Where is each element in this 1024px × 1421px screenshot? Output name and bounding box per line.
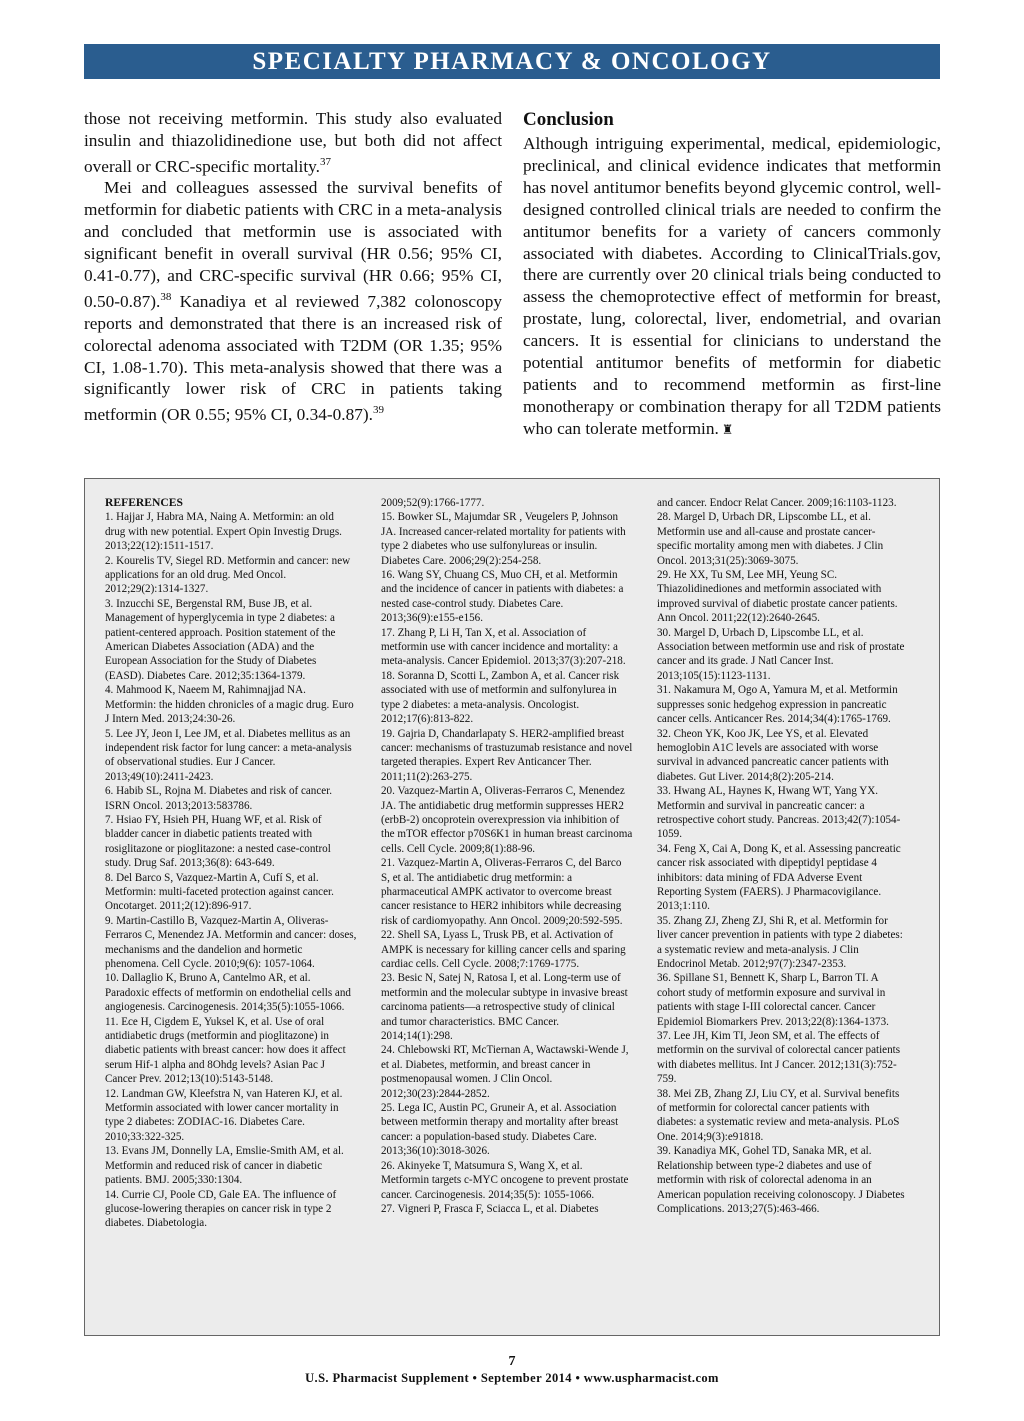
reference-entry: 31. Nakamura M, Ogo A, Yamura M, et al. Metformin suppresses sonic hedgehog expression in pancreatic cancer cells. Anticancer Res. 2014;34(4):1765-1769. [657,684,898,726]
reference-entry: 29. He XX, Tu SM, Lee MH, Yeung SC. Thiazolidinediones and metformin associated with improved survival of diabetic prostate cancer patients. Ann Oncol. 2011;22(12):2640-2645. [657,569,898,625]
reference-entry: 34. Feng X, Cai A, Dong K, et al. Assessing pancreatic cancer risk associated with dipeptidyl peptidase 4 inhibitors: data mining of FDA Adverse Event Reporting System (FAERS). J Pharmacovigilance. 2013;1:110. [657,842,901,913]
section-banner [84,44,940,79]
reference-entry: 20. Vazquez-Martin A, Oliveras-Ferraros C, Menendez JA. The antidiabetic drug metformin suppresses HER2 (erbB-2) oncoprotein overexpression via inhibition of the mTOR effector p70S6K1 in human breast carcinoma cells. Cell Cycle. 2009;8(1):88-96. [381,785,633,855]
citation-superscript: 37 [319,155,331,168]
reference-entry: and cancer. Endocr Relat Cancer. 2009;16:1103-1123. [657,497,897,509]
reference-entry: 10. Dallaglio K, Bruno A, Cantelmo AR, et al. Paradoxic effects of metformin on endothelial cells and angiogenesis. Carcinogenesis. 2014;35(5):1055-1066. [105,972,351,1014]
body-paragraph [84,108,502,177]
conclusion-heading: Conclusion [523,109,614,130]
conclusion-paragraph [523,133,941,441]
reference-entry: 2009;52(9):1766-1777. [381,497,485,509]
reference-entry: 27. Vigneri P, Frasca F, Sciacca L, et al. Diabetes [381,1202,599,1215]
reference-entry: 26. Akinyeke T, Matsumura S, Wang X, et al. Metformin targets c-MYC oncogene to prevent prostate cancer. Carcinogenesis. 2014;35(5): 1055-1066. [381,1159,629,1201]
reference-entry: 6. Habib SL, Rojna M. Diabetes and risk of cancer. ISRN Oncol. 2013;2013:583786. [105,785,333,812]
reference-entry: 17. Zhang P, Li H, Tan X, et al. Association of metformin use with cancer incidence and mortality: a meta-analysis. Cancer Epidemiol. 2013;37(3):207-218. [381,626,626,668]
reference-entry: 24. Chlebowski RT, McTiernan A, Wactawski-Wende J, et al. Diabetes, metformin, and breast cancer in postmenopausal women. J Clin Oncol. 2012;30(23):2844-2852. [381,1044,629,1100]
reference-entry: 35. Zhang ZJ, Zheng ZJ, Shi R, et al. Metformin for liver cancer prevention in patients with type 2 diabetes: a systematic review and meta-analysis. J Clin Endocrinol Metab. 2012;97(7):2347-2353. [657,914,903,970]
reference-entry: 5. Lee JY, Jeon I, Lee JM, et al. Diabetes mellitus as an independent risk factor for lung cancer: a meta-analysis of observational studies. Eur J Cancer. 2013;49(10):2411-2423. [105,727,352,783]
citation-superscript: 39 [372,404,384,417]
reference-entry: 30. Margel D, Urbach D, Lipscombe LL, et al. Association between metformin use and risk of prostate cancer and its grade. J Natl Cancer Inst. 2013;105(15):1123-1131. [657,626,905,682]
article-column-right [523,108,941,441]
references-column-2 [381,496,633,1216]
reference-entry: 13. Evans JM, Donnelly LA, Emslie-Smith AM, et al. Metformin and reduced risk of cancer in diabetic patients. BMJ. 2005;330:1304. [105,1145,344,1187]
reference-entry: 23. Besic N, Satej N, Ratosa I, et al. Long-term use of metformin and the molecular subtype in invasive breast carcinoma patients—a retrospective study of clinical and tumor characteristics. BMC Cancer. 2014;14(1):298. [381,972,628,1043]
reference-entry: 18. Soranna D, Scotti L, Zambon A, et al. Cancer risk associated with use of metformin and sulfonylurea in type 2 diabetes: a meta-analysis. Oncologist. 2012;17(6):813-822. [381,669,620,726]
reference-entry: 11. Ece H, Cigdem E, Yuksel K, et al. Use of oral antidiabetic drugs (metformin and pioglitazone) in diabetic patients with breast cancer: how does it affect serum Hif-1 alpha and 8Ohdg levels? Asian Pac J Cancer Prev. 2012;13(10):5143-5148. [105,1015,346,1086]
references-column-1 [105,496,357,1231]
reference-entry: 39. Kanadiya MK, Gohel TD, Sanaka MR, et al. Relationship between type-2 diabetes and use of metformin with risk of colorectal adenoma in an American population receiving colonoscopy. J Diabetes Complications. 2013;27(5):463-466. [657,1145,905,1215]
body-text: those not receiving metformin. This study also evaluated insulin and thiazolidinedione use, but both did not affect overall or CRC-specific mortality. [84,109,502,176]
reference-entry: 4. Mahmood K, Naeem M, Rahimnajjad NA. Metformin: the hidden chronicles of a magic drug. Euro J Intern Med. 2013;24:30-26. [105,684,354,726]
article-column-left [84,108,502,426]
body-text: Mei and colleagues assessed the survival benefits of metformin for diabetic patients with CRC in a meta-analysis and concluded that metformin use is associated with significant benefit in overall survival (HR 0.56; 95% CI, 0.41-0.77), and CRC-specific survival (HR 0.66; 95% CI, 0.50-0.87). [84,178,502,311]
section-title: SPECIALTY PHARMACY & ONCOLOGY [252,47,772,75]
reference-entry: 14. Currie CJ, Poole CD, Gale EA. The influence of glucose-lowering therapies on cancer risk in type 2 diabetes. Diabetologia. [105,1188,337,1230]
references-title: REFERENCES [105,496,183,509]
references-column-3 [657,496,909,1216]
reference-entry: 1. Hajjar J, Habra MA, Naing A. Metformin: an old drug with new potential. Expert Opin Investig Drugs. 2013;22(12):1511-1517. [105,511,342,553]
reference-entry: 25. Lega IC, Austin PC, Gruneir A, et al. Association between metformin therapy and mortality after breast cancer: a population-based study. Diabetes Care. 2013;36(10):3018-3026. [381,1102,619,1158]
body-text: Although intriguing experimental, medical, epidemiologic, preclinical, and clinical evidence indicates that metformin has novel antitumor benefits beyond glycemic control, well-designed controlled clinical trials are needed to confirm the antitumor benefits for a variety of cancers commonly associated with diabetes. According to ClinicalTrials.gov, there are currently over 20 clinical trials being conducted to assess the chemoprotective effect of metformin for breast, prostate, lung, colorectal, liver, endometrial, and ovarian cancers. It is essential for clinicians to understand the potential antitumor benefits of metformin for diabetic patients and to recommend metformin as first-line monotherapy or combination therapy for all T2DM patients who can tolerate metformin. [523,134,941,438]
citation-superscript: 38 [160,291,172,304]
reference-entry: 37. Lee JH, Kim TI, Jeon SM, et al. The effects of metformin on the survival of colorectal cancer patients with diabetes mellitus. Int J Cancer. 2012;131(3):752-759. [657,1030,901,1086]
reference-entry: 9. Martin-Castillo B, Vazquez-Martin A, Oliveras-Ferraros C, Menendez JA. Metformin and cancer: doses, mechanisms and the dandelion and hormetic phenomena. Cell Cycle. 2010;9(6): 1057-1064. [105,914,357,970]
reference-entry: 32. Cheon YK, Koo JK, Lee YS, et al. Elevated hemoglobin A1C levels are associated with worse survival in advanced pancreatic cancer patients with diabetes. Gut Liver. 2014;8(2):205-214. [657,727,889,783]
reference-entry: 12. Landman GW, Kleefstra N, van Hateren KJ, et al. Metformin associated with lower cancer mortality in type 2 diabetes: ZODIAC-16. Diabetes Care. 2010;33:322-325. [105,1087,343,1143]
end-mark-icon: ♜ [721,421,734,437]
references-box [84,478,940,1336]
page-footer: U.S. Pharmacist Supplement • September 2014 • www.uspharmacist.com [305,1371,719,1385]
reference-entry: 36. Spillane S1, Bennett K, Sharp L, Barron TI. A cohort study of metformin exposure and survival in patients with stage I-III colorectal cancer. Cancer Epidemiol Biomarkers Prev. 2013;22(8):1364-1373. [657,972,889,1028]
body-text: Kanadiya et al reviewed 7,382 colonoscopy reports and demonstrated that there is an increased risk of colorectal adenoma associated with T2DM (OR 1.35; 95% CI, 1.08-1.70). This meta-analysis showed that there was a significantly lower risk of CRC in patients taking metformin (OR 0.55; 95% CI, 0.34-0.87). [84,291,502,425]
body-paragraph [84,177,502,426]
reference-entry: 3. Inzucchi SE, Bergenstal RM, Buse JB, et al. Management of hyperglycemia in type 2 diabetes: a patient-centered approach. Position statement of the American Diabetes Association (ADA) and the European Association for the Study of Diabetes (EASD). Diabetes Care. 2012;35:1364-1379. [105,597,336,682]
reference-entry: 7. Hsiao FY, Hsieh PH, Huang WF, et al. Risk of bladder cancer in diabetic patients treated with rosiglitazone or pioglitazone: a nested case-control study. Drug Saf. 2013;36(8): 643-649. [105,813,331,870]
reference-entry: 15. Bowker SL, Majumdar SR , Veugelers P, Johnson JA. Increased cancer-related mortality for patients with type 2 diabetes who use sulfonylureas or insulin. Diabetes Care. 2006;29(2):254-258. [381,511,626,567]
reference-entry: 22. Shell SA, Lyass L, Trusk PB, et al. Activation of AMPK is necessary for killing cancer cells and sparing cardiac cells. Cell Cycle. 2008;7:1769-1775. [381,929,626,970]
reference-entry: 33. Hwang AL, Haynes K, Hwang WT, Yang YX. Metformin and survival in pancreatic cancer: a retrospective cohort study. Pancreas. 2013;42(7):1054-1059. [657,785,901,841]
reference-entry: 8. Del Barco S, Vazquez-Martin A, Cufí S, et al. Metformin: multi-faceted protection against cancer. Oncotarget. 2011;2(12):896-917. [105,871,334,913]
page-number: 7 [508,1354,516,1369]
reference-entry: 28. Margel D, Urbach DR, Lipscombe LL, et al. Metformin use and all-cause and prostate cancer-specific mortality among men with diabetes. J Clin Oncol. 2013;31(25):3069-3075. [657,511,884,567]
reference-entry: 21. Vazquez-Martin A, Oliveras-Ferraros C, del Barco S, et al. The antidiabetic drug metformin: a pharmaceutical AMPK activator to overcome breast cancer resistance to HER2 inhibitors while decreasing risk of cardiomyopathy. Ann Oncol. 2009;20:592-595. [381,857,623,927]
reference-entry: 19. Gajria D, Chandarlapaty S. HER2-amplified breast cancer: mechanisms of trastuzumab resistance and novel targeted therapies. Expert Rev Anticancer Ther. 2011;11(2):263-275. [381,727,633,783]
reference-entry: 16. Wang SY, Chuang CS, Muo CH, et al. Metformin and the incidence of cancer in patients with diabetes: a nested case-control study. Diabetes Care. 2013;36(9):e155-e156. [381,569,624,625]
reference-entry: 2. Kourelis TV, Siegel RD. Metformin and cancer: new applications for an old drug. Med Oncol. 2012;29(2):1314-1327. [105,554,351,596]
reference-entry: 38. Mei ZB, Zhang ZJ, Liu CY, et al. Survival benefits of metformin for colorectal cancer patients with diabetes: a systematic review and meta-analysis. PLoS One. 2014;9(3):e91818. [657,1087,900,1143]
